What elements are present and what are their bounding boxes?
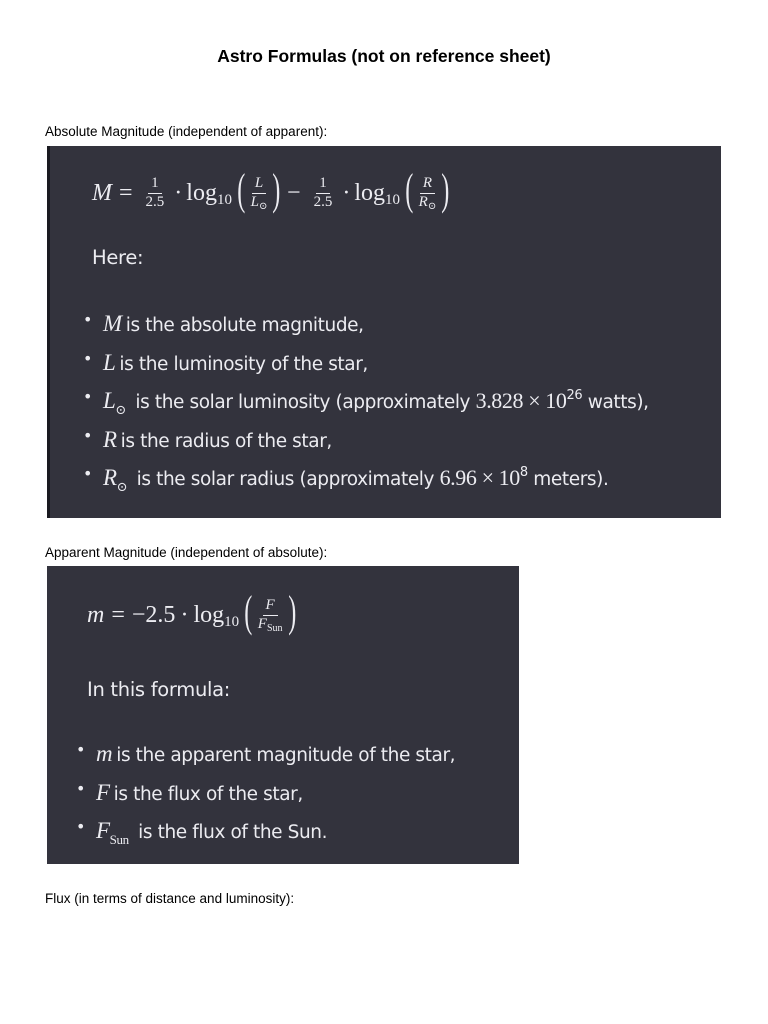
sun-symbol: ⊙ bbox=[427, 200, 437, 212]
absolute-magnitude-panel bbox=[47, 146, 721, 518]
apparent-intro-text: In this formula: bbox=[87, 678, 231, 701]
list-item: • $F_{Sun}$ is the flux of the Sun. bbox=[76, 816, 455, 855]
fraction-one-over-2-5: $\frac{1}{2.5}$ bbox=[145, 174, 165, 210]
sun-symbol: ⊙ bbox=[258, 200, 268, 212]
section-label-flux: Flux (in terms of distance and luminosity): bbox=[45, 891, 295, 906]
fraction-l-over-lsun: $\frac{L}{L_⊙}$ bbox=[250, 174, 268, 212]
absolute-intro-text: Here: bbox=[92, 246, 144, 269]
list-item: • $L_⊙$ is the solar luminosity (approximately $3.828 \times 10^{26}$ watts), bbox=[83, 386, 649, 425]
list-item: • F is the flux of the star, bbox=[76, 778, 455, 817]
sun-symbol: ⊙ bbox=[116, 479, 128, 494]
list-item: • M is the absolute magnitude, bbox=[83, 309, 649, 348]
section-label-apparent: Apparent Magnitude (independent of absolute): bbox=[45, 545, 328, 560]
section-label-absolute: Absolute Magnitude (independent of apparent): bbox=[45, 124, 328, 139]
list-item: • m is the apparent magnitude of the star, bbox=[76, 739, 455, 778]
absolute-magnitude-formula: M = $\frac{1}{2.5}$ · log 10 ( $\frac{L}{L_⊙}$ ) − $\frac{1}{2.5}$ · log 10 ( $\frac{R}{R_⊙}$ ) bbox=[92, 165, 450, 214]
bullet-icon: • bbox=[83, 387, 93, 406]
bullet-icon: • bbox=[83, 348, 93, 368]
bullet-icon: • bbox=[83, 425, 93, 445]
list-item: • L is the luminosity of the star, bbox=[83, 348, 649, 387]
bullet-icon: • bbox=[76, 817, 86, 836]
absolute-definitions-list bbox=[83, 309, 649, 502]
fraction-f-over-fsun: $\frac{F}{F_{Sun}}$ bbox=[257, 596, 283, 634]
sun-symbol: ⊙ bbox=[115, 402, 126, 417]
fraction-one-over-2-5-b: $\frac{1}{2.5}$ bbox=[313, 174, 333, 210]
bullet-icon: • bbox=[76, 740, 86, 759]
document-title: Astro Formulas (not on reference sheet) bbox=[217, 46, 551, 66]
bullet-icon: • bbox=[83, 464, 93, 483]
apparent-magnitude-formula: m = −2.5 · log 10 ( $\frac{F}{F_{Sun}}$ ) bbox=[87, 587, 296, 636]
list-item: • $R_⊙$ is the solar radius (approximately $6.96 \times 10^8$ meters). bbox=[83, 463, 649, 502]
list-item: • R is the radius of the star, bbox=[83, 425, 649, 464]
bullet-icon: • bbox=[76, 778, 86, 798]
fraction-r-over-rsun: $\frac{R}{R_⊙}$ bbox=[418, 174, 437, 212]
apparent-magnitude-panel bbox=[47, 566, 519, 864]
bullet-icon: • bbox=[83, 310, 93, 329]
apparent-definitions-list bbox=[76, 739, 455, 855]
